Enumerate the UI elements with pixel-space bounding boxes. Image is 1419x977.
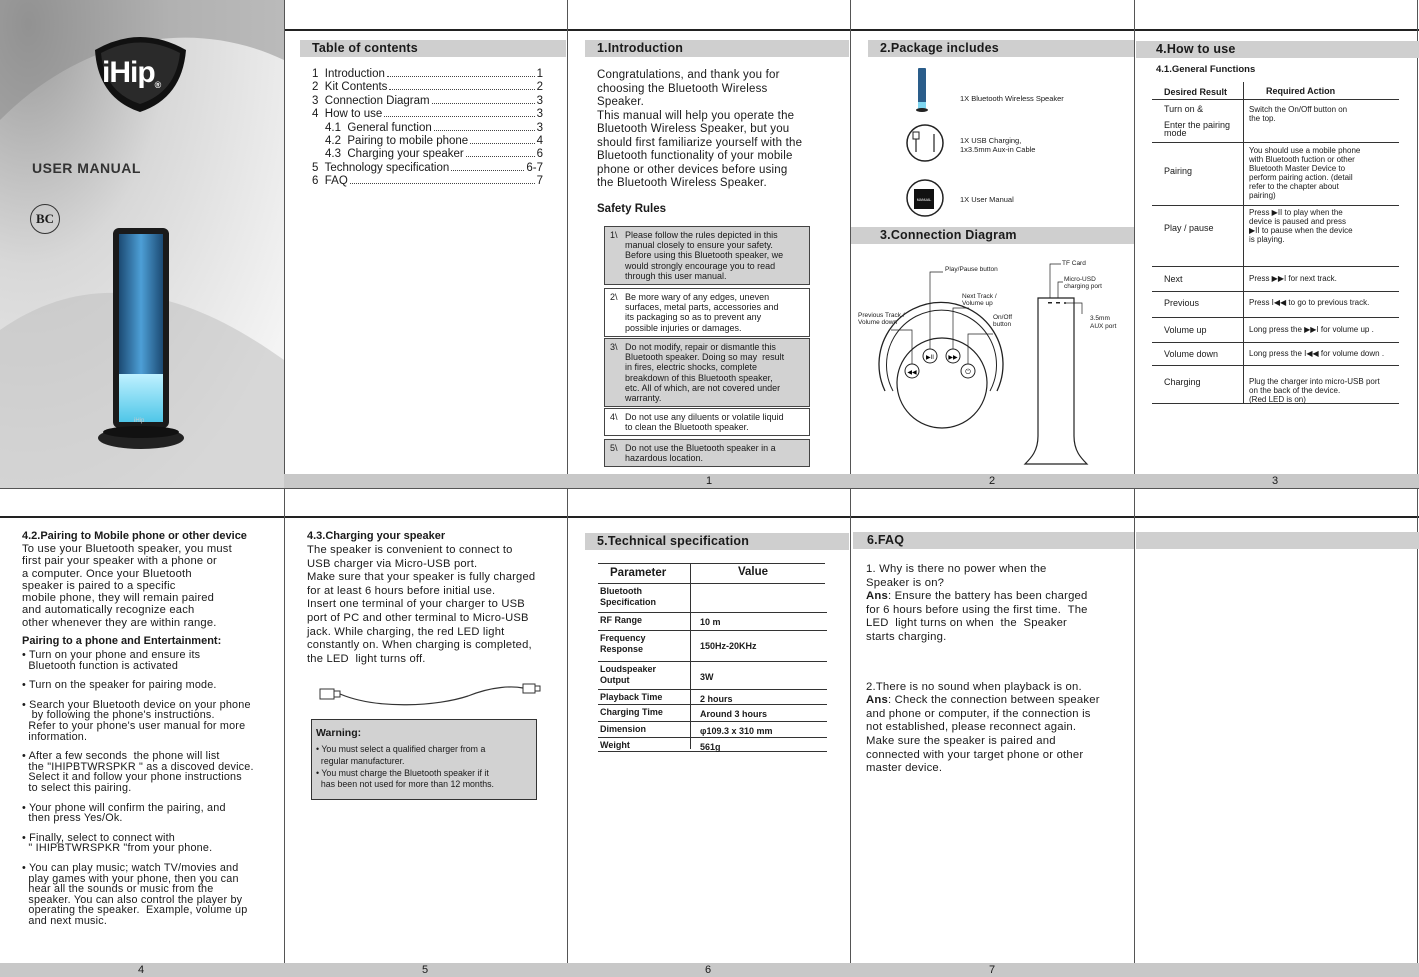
spec-parameter: Dimension <box>600 724 647 734</box>
pairing-step-line: " IHIPBTWRSPKR "from your phone. <box>22 842 213 855</box>
intro-line: This manual will help you operate the <box>597 109 795 122</box>
safety-rule-number: 2\ <box>610 292 618 302</box>
spec-parameter: RF Range <box>600 615 643 625</box>
svg-text:▶▶: ▶▶ <box>948 355 958 361</box>
intro-line: choosing the Bluetooth Wireless <box>597 82 768 95</box>
spec-parameter: Frequency Response <box>600 633 646 654</box>
toc-item <box>312 175 543 188</box>
package-item: 1X USB Charging, 1x3.5mm Aux-in Cable <box>960 136 1036 154</box>
toc-item-page: 3 <box>536 121 543 134</box>
safety-heading: Safety Rules <box>597 203 667 215</box>
warning-text <box>316 744 494 791</box>
faq-spacer <box>866 645 1128 681</box>
toc-item-page: 6-7 <box>526 161 543 174</box>
faq-answer <box>866 694 1128 708</box>
pairing-step-line: the "IHIPBTWRSPKR " as a discoved device. <box>22 760 254 773</box>
function-action: Press I◀◀ to go to previous track. <box>1249 298 1370 307</box>
pairing-step-line: • Turn on the speaker for pairing mode. <box>22 679 217 692</box>
safety-rule-line: Do not use the Bluetooth speaker in a <box>625 443 776 453</box>
page-number: 6 <box>704 964 712 976</box>
pairing-step <box>22 680 277 691</box>
function-action: Long press the ▶▶I for volume up . <box>1249 325 1374 334</box>
toc-leader <box>387 76 535 77</box>
faq-line: connected with your target phone or other <box>866 748 1084 761</box>
package-item: 1X Bluetooth Wireless Speaker <box>960 94 1064 103</box>
label-onoff: On/Off button <box>993 314 1013 328</box>
toc-item-page: 6 <box>536 148 543 161</box>
faq-line: : Ensure the battery has been charged <box>887 590 1088 603</box>
function-result: Play / pause <box>1164 223 1214 233</box>
spec-row <box>598 631 827 662</box>
column-divider <box>284 0 285 977</box>
faq-line: not established, please reconnect again. <box>866 721 1077 734</box>
charging-line: port of PC and other terminal to Micro-USB <box>307 611 529 624</box>
pairing-intro-line: first pair your speaker with a phone or <box>22 555 217 568</box>
safety-rule-line: in fires, electric shocks, complete <box>625 362 758 373</box>
toc-item-label: 5 Technology specification <box>312 161 450 174</box>
toc-item-page: 2 <box>536 81 543 94</box>
pairing-step-line: • Turn on your phone and ensure its <box>22 649 201 661</box>
charging-line: for at least 6 hours before initial use. <box>307 584 496 597</box>
package-icons <box>900 62 960 222</box>
function-action: Press ▶II to play when the device is paused and press ▶II to pause when the device is playing. <box>1249 208 1353 244</box>
page-number: 3 <box>1271 475 1279 487</box>
howto-heading: 4.How to use <box>1136 41 1419 58</box>
spec-row <box>598 690 827 705</box>
intro-line: the Bluetooth Wireless Speaker. <box>597 177 767 189</box>
charging-text <box>307 544 557 666</box>
warning-line: • You must select a qualified charger from a <box>316 744 486 754</box>
safety-rule-line: surfaces, metal parts, accessories and <box>625 302 779 313</box>
warning-line: • You must charge the Bluetooth speaker if it <box>316 767 489 778</box>
footer-band <box>284 474 1419 488</box>
safety-rule-line: Bluetooth speaker. Doing so may result <box>625 352 785 363</box>
faq-content <box>866 563 1128 776</box>
charging-line: The speaker is convenient to connect to <box>307 544 513 556</box>
pairing-intro-line: speaker is paired to a specific <box>22 579 176 592</box>
toc-leader <box>451 170 524 171</box>
intro-text <box>597 69 837 191</box>
function-row <box>1152 206 1399 267</box>
functions-header <box>1152 82 1399 100</box>
toc-leader <box>389 89 534 90</box>
function-row <box>1152 366 1399 404</box>
spec-row <box>598 584 827 613</box>
column-divider <box>1417 0 1418 977</box>
pairing-step-line: information. <box>22 730 88 743</box>
top-rule <box>284 29 1419 31</box>
pairing-intro-line: and automatically recognize each <box>22 604 195 617</box>
toc-item <box>312 135 543 148</box>
safety-rule-line: Be more wary of any edges, uneven <box>625 292 770 302</box>
faq-answer-label: Ans <box>866 694 888 707</box>
toc-item-label: 4.1 General function <box>325 121 432 134</box>
toc-item-page: 3 <box>536 108 543 121</box>
pairing-step <box>22 833 277 854</box>
function-row <box>1152 318 1399 343</box>
safety-rule-number: 3\ <box>610 342 618 352</box>
function-row <box>1152 100 1399 143</box>
toc-item <box>312 148 543 161</box>
toc-item-page: 4 <box>536 135 543 148</box>
safety-rule-line: would strongly encourage you to read <box>625 260 776 271</box>
pairing-step-line: then press Yes/Ok. <box>22 812 123 825</box>
intro-line: Speaker. <box>597 96 644 108</box>
warning-heading: Warning: <box>316 727 362 739</box>
spec-value: 10 m <box>700 617 721 627</box>
bc-badge: BC <box>30 204 60 234</box>
function-row <box>1152 267 1399 292</box>
pairing-step-line: operating the speaker. Example, volume up <box>22 904 248 917</box>
function-result: Previous <box>1164 298 1200 308</box>
safety-rule-line: warranty. <box>625 393 662 404</box>
label-aux-port: 3.5mm AUX port <box>1090 315 1117 330</box>
blank-band <box>1136 532 1419 549</box>
warning-line: regular manufacturer. <box>316 755 405 766</box>
pairing-step-line: Select it and follow your phone instructions <box>22 771 242 784</box>
faq-answer-label: Ans <box>866 590 888 603</box>
function-action: Switch the On/Off button on the top. <box>1249 105 1348 123</box>
function-result: Next <box>1164 274 1183 284</box>
spec-value: φ109.3 x 310 mm <box>700 726 773 736</box>
faq-line: and phone or computer, if the connection is <box>866 707 1091 720</box>
intro-line: Congratulations, and thank you for <box>597 69 780 81</box>
function-row <box>1152 143 1399 206</box>
col-required-action: Required Action <box>1266 86 1336 96</box>
column-divider <box>567 0 568 977</box>
middle-rule <box>0 516 1419 518</box>
toc-item-label: 1 Introduction <box>312 68 385 80</box>
pairing-intro-line: a computer. Once your Bluetooth <box>22 567 192 580</box>
safety-rule-line: breakdown of this Bluetooth speaker, <box>625 372 773 383</box>
charging-line: jack. While charging, the red LED light <box>307 625 505 638</box>
spec-heading: 5.Technical specification <box>585 533 849 550</box>
pairing-step-line: • You can play music; watch TV/movies and <box>22 861 239 874</box>
diagram-heading: 3.Connection Diagram <box>851 227 1134 244</box>
page-number: 2 <box>988 475 996 487</box>
device-label: iHip <box>134 418 145 424</box>
toc-leader <box>384 116 534 117</box>
pairing-step-line: Refer to your phone's user manual for more <box>22 719 246 732</box>
intro-line: Bluetooth Wireless Speaker, but you <box>597 123 790 135</box>
col-value: Value <box>738 566 769 578</box>
safety-rule-line: through this user manual. <box>625 270 727 281</box>
page-number: 5 <box>421 964 429 976</box>
toc-item-page: 3 <box>536 94 543 107</box>
charging-line: Insert one terminal of your charger to USB <box>307 598 525 611</box>
toc-item <box>312 122 543 135</box>
toc-item <box>312 162 543 175</box>
spec-value: 150Hz-20KHz <box>700 641 757 651</box>
pairing-intro-line: mobile phone, they will remain paired <box>22 592 215 605</box>
toc-item-page: 7 <box>536 175 543 188</box>
pairing-step-line: • After a few seconds the phone will list <box>22 750 220 763</box>
svg-text:▶II: ▶II <box>926 355 934 361</box>
toc-item-label: 4 How to use <box>312 108 383 121</box>
page-number: 7 <box>988 964 996 976</box>
toc-heading: Table of contents <box>300 40 566 57</box>
toc-item-page: 1 <box>536 68 543 80</box>
charging-heading: 4.3.Charging your speaker <box>307 530 446 542</box>
spec-value: Around 3 hours <box>700 709 767 719</box>
pairing-step-line: Bluetooth function is activated <box>22 659 179 672</box>
faq-line: master device. <box>866 762 943 775</box>
spec-parameter: Playback Time <box>600 692 663 702</box>
intro-heading: 1.Introduction <box>585 40 849 57</box>
spec-row <box>598 738 827 752</box>
brand-logo: iHip® <box>102 56 161 90</box>
safety-rule-line: its packaging so as to prevent any <box>625 312 762 323</box>
intro-line: Bluetooth functionality of your mobile <box>597 150 793 162</box>
cover-panel <box>0 0 284 488</box>
charging-line: Make sure that your speaker is fully charged <box>307 571 536 584</box>
pairing-intro-line: To use your Bluetooth speaker, you must <box>22 543 232 555</box>
safety-rule <box>604 338 810 407</box>
cover-title: USER MANUAL <box>32 160 141 176</box>
toc-leader <box>350 183 535 184</box>
label-usb-port: Micro-USD charging port <box>1064 276 1102 290</box>
spec-row <box>598 613 827 631</box>
row-divider <box>0 488 1419 489</box>
safety-rule <box>604 226 810 285</box>
pairing-step-line: hear all the sounds or music from the <box>22 883 214 896</box>
pairing-step <box>22 650 277 671</box>
charging-line: constantly on. When charging is completed, <box>307 639 532 652</box>
pairing-step-line: • Search your Bluetooth device on your phone <box>22 698 251 711</box>
faq-line: Make sure the speaker is paired and <box>866 734 1056 747</box>
function-action: Long press the I◀◀ for volume down . <box>1249 349 1385 358</box>
safety-rule <box>604 439 810 467</box>
spec-parameter: Weight <box>600 740 630 750</box>
svg-text:◀◀: ◀◀ <box>907 370 917 376</box>
label-tf-card: TF Card <box>1062 260 1086 267</box>
pairing-step-line: play games with your phone, then you can <box>22 872 239 885</box>
pairing-step-line: • Finally, select to connect with <box>22 831 176 844</box>
package-item: 1X User Manual <box>960 195 1014 204</box>
toc-list <box>312 68 543 189</box>
pairing-step <box>22 803 277 824</box>
pairing-step-line: to select this pairing. <box>22 781 132 794</box>
package-heading: 2.Package includes <box>868 40 1134 57</box>
spec-value: 2 hours <box>700 694 733 704</box>
spec-parameter: Charging Time <box>600 707 663 717</box>
faq-line: 2.There is no sound when playback is on. <box>866 680 1082 693</box>
col-parameter: Parameter <box>610 567 667 579</box>
toc-item <box>312 68 543 81</box>
function-action: Plug the charger into micro-USB port on the back of the device. (Red LED is on) <box>1249 377 1380 404</box>
function-row <box>1152 343 1399 366</box>
pairing-intro-line: other whenever they are within range. <box>22 616 217 629</box>
pairing-step-line: • Your phone will confirm the pairing, and <box>22 801 226 814</box>
safety-rule <box>604 408 810 436</box>
howto-subheading: 4.1.General Functions <box>1156 64 1256 75</box>
safety-rule-number: 1\ <box>610 230 618 240</box>
toc-leader <box>470 143 534 144</box>
faq-heading: 6.FAQ <box>853 532 1134 549</box>
svg-text:⏻: ⏻ <box>965 369 971 376</box>
pairing-subheading: Pairing to a phone and Entertainment: <box>22 635 222 647</box>
function-action: Press ▶▶I for next track. <box>1249 274 1337 283</box>
pairing-step-line: speaker. You can also control the player by <box>22 893 243 906</box>
pairing-step-line: by following the phone's instructions. <box>22 709 215 722</box>
pairing-step <box>22 863 277 927</box>
function-result: Volume down <box>1164 349 1219 359</box>
safety-rule-line: manual closely to ensure your safety. <box>625 240 773 251</box>
safety-rule-number: 5\ <box>610 443 618 453</box>
pairing-intro <box>22 543 272 629</box>
label-next: Next Track / Volume up <box>962 293 997 307</box>
function-result: Volume up <box>1164 325 1207 335</box>
function-result: Charging <box>1164 377 1201 387</box>
warning-line: has been not used for more than 12 months. <box>316 779 495 790</box>
charging-line: the LED light turns off. <box>307 652 426 665</box>
page-number: 1 <box>705 475 713 487</box>
toc-item <box>312 108 543 121</box>
pairing-step-line: and next music. <box>22 914 108 927</box>
label-previous: Previous Track / Volume down <box>858 312 905 326</box>
pairing-heading: 4.2.Pairing to Mobile phone or other device <box>22 530 247 542</box>
function-result: Turn on & Enter the pairing mode <box>1164 104 1231 138</box>
safety-rule-line: Please follow the rules depicted in this <box>625 230 778 240</box>
toc-leader <box>466 156 535 157</box>
function-row <box>1152 292 1399 318</box>
pairing-step <box>22 700 277 742</box>
manual-icon-text: MANUAL <box>916 198 932 202</box>
intro-line: should first familiarize yourself with the <box>597 136 803 149</box>
safety-rule-line: Do not use any diluents or volatile liquid <box>625 412 784 422</box>
spec-row <box>598 722 827 738</box>
toc-item-label: 6 FAQ <box>312 175 348 188</box>
function-result: Pairing <box>1164 166 1193 176</box>
label-play-pause: Play/Pause button <box>945 266 998 273</box>
warning-box <box>311 719 537 800</box>
toc-item-label: 2 Kit Contents <box>312 81 388 94</box>
toc-item-label: 4.3 Charging your speaker <box>325 148 464 161</box>
safety-rule-line: Before using this Bluetooth speaker, we <box>625 250 784 261</box>
safety-rule <box>604 288 810 337</box>
safety-rule-line: hazardous location. <box>625 453 704 464</box>
charging-line: USB charger via Micro-USB port. <box>307 557 478 570</box>
safety-rule-line: Do not modify, repair or dismantle this <box>625 342 776 352</box>
safety-rule-number: 4\ <box>610 412 618 422</box>
pairing-steps <box>22 646 277 926</box>
column-divider <box>1134 0 1135 977</box>
spec-header <box>598 563 825 584</box>
function-action: You should use a mobile phone with Bluetooth fuction or other Bluetooth Master Device to perform pairing action. (detail refer to the chapter about pairing) <box>1249 146 1361 200</box>
usb-cable-illustration <box>318 680 548 710</box>
toc-leader <box>434 130 535 131</box>
faq-line: LED light turns on when the Speaker <box>866 617 1068 630</box>
spec-value: 561g <box>700 742 721 752</box>
toc-item-label: 3 Connection Diagram <box>312 94 430 107</box>
spec-value: 3W <box>700 672 714 682</box>
faq-line: 1. Why is there no power when the <box>866 563 1047 575</box>
spec-row <box>598 662 827 690</box>
safety-rule-line: etc. All of which, are not covered under <box>625 382 781 393</box>
toc-item <box>312 81 543 94</box>
col-desired-result: Desired Result <box>1164 87 1228 97</box>
spec-parameter: Loudspeaker Output <box>600 664 657 685</box>
safety-rule-line: to clean the Bluetooth speaker. <box>625 422 749 433</box>
intro-line: phone or other devices before using <box>597 163 788 176</box>
faq-line: for 6 hours before using the first time. The <box>866 603 1088 616</box>
toc-item-label: 4.2 Pairing to mobile phone <box>325 135 469 148</box>
page-number: 4 <box>137 964 145 976</box>
column-divider <box>850 0 851 977</box>
faq-line: : Check the connection between speaker <box>887 694 1100 707</box>
faq-answer <box>866 590 1128 604</box>
safety-rule-line: possible injuries or damages. <box>625 322 742 333</box>
toc-leader <box>432 103 535 104</box>
toc-item <box>312 95 543 108</box>
spec-row <box>598 705 827 722</box>
pairing-step <box>22 751 277 793</box>
faq-line: starts charging. <box>866 630 947 643</box>
faq-line: Speaker is on? <box>866 576 945 589</box>
spec-parameter: Bluetooth Specification <box>600 586 657 607</box>
